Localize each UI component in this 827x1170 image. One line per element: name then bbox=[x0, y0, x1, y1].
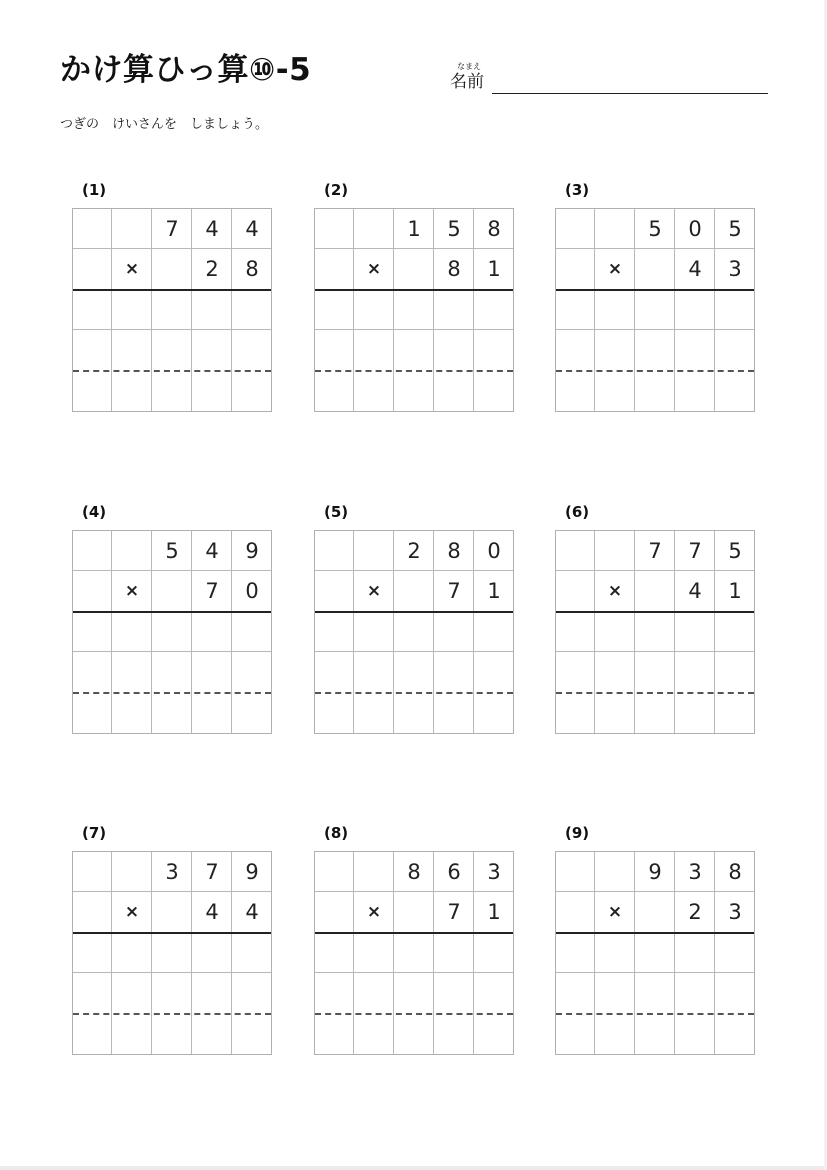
grid-column-line bbox=[433, 531, 434, 733]
grid-column-line bbox=[674, 531, 675, 733]
grid-row-line bbox=[556, 570, 754, 571]
top-digit-ones: 5 bbox=[728, 539, 742, 563]
page-bottom-edge bbox=[0, 1166, 827, 1170]
grid-row-line bbox=[315, 891, 513, 892]
top-digit-tens: 8 bbox=[447, 539, 461, 563]
grid-column-line bbox=[151, 531, 152, 733]
problem-5 bbox=[314, 502, 516, 734]
problem-number: (8) bbox=[324, 824, 349, 842]
partial-sum-dashed-line bbox=[556, 692, 754, 694]
problem-2 bbox=[314, 180, 516, 412]
grid-row-line bbox=[73, 891, 271, 892]
top-digit-ones: 4 bbox=[245, 217, 259, 241]
instruction-text: つぎの けいさんを しましょう。 bbox=[60, 117, 269, 132]
top-digit-tens: 4 bbox=[205, 217, 219, 241]
top-digit-ones: 8 bbox=[487, 217, 501, 241]
grid-column-line bbox=[231, 209, 232, 411]
partial-sum-dashed-line bbox=[73, 1013, 271, 1015]
bottom-digit-ones: 1 bbox=[487, 579, 501, 603]
problem-3 bbox=[555, 180, 757, 412]
grid-column-line bbox=[473, 852, 474, 1054]
answer-grid[interactable] bbox=[72, 530, 272, 734]
multiply-sign: × bbox=[124, 581, 140, 601]
bottom-digit-ones: 1 bbox=[728, 579, 742, 603]
bottom-digit-tens: 7 bbox=[447, 900, 461, 924]
problem-4 bbox=[72, 502, 274, 734]
answer-grid[interactable] bbox=[314, 208, 514, 412]
grid-column-line bbox=[433, 852, 434, 1054]
problem-1 bbox=[72, 180, 274, 412]
grid-column-line bbox=[353, 209, 354, 411]
grid-row-line bbox=[73, 972, 271, 973]
bottom-digit-tens: 2 bbox=[205, 257, 219, 281]
multiply-sign: × bbox=[607, 902, 623, 922]
grid-column-line bbox=[473, 531, 474, 733]
grid-column-line bbox=[393, 531, 394, 733]
grid-row-line bbox=[73, 248, 271, 249]
grid-column-line bbox=[191, 209, 192, 411]
grid-column-line bbox=[594, 209, 595, 411]
name-label: 名前 bbox=[450, 72, 484, 92]
top-digit-ones: 9 bbox=[245, 539, 259, 563]
top-digit-ones: 0 bbox=[487, 539, 501, 563]
top-digit-tens: 7 bbox=[688, 539, 702, 563]
grid-column-line bbox=[393, 852, 394, 1054]
bottom-digit-tens: 7 bbox=[447, 579, 461, 603]
grid-column-line bbox=[111, 852, 112, 1054]
grid-row-line bbox=[556, 891, 754, 892]
partial-sum-dashed-line bbox=[556, 370, 754, 372]
grid-column-line bbox=[674, 209, 675, 411]
partial-sum-dashed-line bbox=[315, 692, 513, 694]
bottom-digit-tens: 2 bbox=[688, 900, 702, 924]
grid-column-line bbox=[714, 531, 715, 733]
problem-number: (1) bbox=[82, 181, 107, 199]
bottom-digit-tens: 4 bbox=[205, 900, 219, 924]
grid-column-line bbox=[674, 852, 675, 1054]
grid-row-line bbox=[73, 651, 271, 652]
grid-column-line bbox=[433, 209, 434, 411]
multiply-sign: × bbox=[607, 581, 623, 601]
bottom-digit-tens: 4 bbox=[688, 579, 702, 603]
top-digit-hundreds: 2 bbox=[407, 539, 421, 563]
answer-rule-line bbox=[73, 932, 271, 934]
grid-column-line bbox=[353, 531, 354, 733]
bottom-digit-ones: 8 bbox=[245, 257, 259, 281]
grid-column-line bbox=[111, 531, 112, 733]
grid-row-line bbox=[315, 972, 513, 973]
top-digit-hundreds: 8 bbox=[407, 860, 421, 884]
bottom-digit-ones: 3 bbox=[728, 900, 742, 924]
multiply-sign: × bbox=[607, 259, 623, 279]
top-digit-tens: 3 bbox=[688, 860, 702, 884]
bottom-digit-ones: 1 bbox=[487, 900, 501, 924]
answer-grid[interactable] bbox=[555, 851, 755, 1055]
problem-number: (2) bbox=[324, 181, 349, 199]
answer-rule-line bbox=[315, 611, 513, 613]
partial-sum-dashed-line bbox=[73, 370, 271, 372]
bottom-digit-ones: 3 bbox=[728, 257, 742, 281]
grid-column-line bbox=[191, 531, 192, 733]
grid-column-line bbox=[191, 852, 192, 1054]
bottom-digit-tens: 7 bbox=[205, 579, 219, 603]
grid-column-line bbox=[151, 852, 152, 1054]
answer-grid[interactable] bbox=[72, 208, 272, 412]
problem-8 bbox=[314, 823, 516, 1055]
problem-number: (9) bbox=[565, 824, 590, 842]
problem-number: (6) bbox=[565, 503, 590, 521]
grid-column-line bbox=[353, 852, 354, 1054]
bottom-digit-tens: 8 bbox=[447, 257, 461, 281]
grid-row-line bbox=[73, 570, 271, 571]
answer-rule-line bbox=[73, 289, 271, 291]
top-digit-hundreds: 5 bbox=[165, 539, 179, 563]
grid-row-line bbox=[315, 651, 513, 652]
top-digit-ones: 9 bbox=[245, 860, 259, 884]
grid-row-line bbox=[73, 329, 271, 330]
top-digit-hundreds: 7 bbox=[165, 217, 179, 241]
grid-row-line bbox=[556, 248, 754, 249]
answer-rule-line bbox=[556, 932, 754, 934]
answer-grid[interactable] bbox=[555, 208, 755, 412]
grid-row-line bbox=[556, 651, 754, 652]
grid-column-line bbox=[594, 531, 595, 733]
top-digit-tens: 5 bbox=[447, 217, 461, 241]
multiply-sign: × bbox=[124, 259, 140, 279]
answer-grid[interactable] bbox=[314, 530, 514, 734]
top-digit-tens: 7 bbox=[205, 860, 219, 884]
answer-grid[interactable] bbox=[555, 530, 755, 734]
grid-column-line bbox=[714, 209, 715, 411]
grid-column-line bbox=[151, 209, 152, 411]
grid-row-line bbox=[315, 248, 513, 249]
top-digit-ones: 3 bbox=[487, 860, 501, 884]
partial-sum-dashed-line bbox=[315, 370, 513, 372]
grid-row-line bbox=[556, 329, 754, 330]
grid-row-line bbox=[315, 570, 513, 571]
problem-6 bbox=[555, 502, 757, 734]
problem-number: (5) bbox=[324, 503, 349, 521]
grid-column-line bbox=[393, 209, 394, 411]
answer-rule-line bbox=[315, 932, 513, 934]
grid-column-line bbox=[634, 852, 635, 1054]
grid-column-line bbox=[111, 209, 112, 411]
partial-sum-dashed-line bbox=[315, 1013, 513, 1015]
top-digit-hundreds: 9 bbox=[648, 860, 662, 884]
problem-9 bbox=[555, 823, 757, 1055]
top-digit-hundreds: 5 bbox=[648, 217, 662, 241]
bottom-digit-tens: 4 bbox=[688, 257, 702, 281]
top-digit-tens: 6 bbox=[447, 860, 461, 884]
partial-sum-dashed-line bbox=[556, 1013, 754, 1015]
multiply-sign: × bbox=[366, 259, 382, 279]
bottom-digit-ones: 1 bbox=[487, 257, 501, 281]
answer-rule-line bbox=[556, 611, 754, 613]
grid-column-line bbox=[634, 531, 635, 733]
bottom-digit-ones: 0 bbox=[245, 579, 259, 603]
multiply-sign: × bbox=[366, 902, 382, 922]
name-ruby: なまえ bbox=[457, 62, 481, 71]
top-digit-ones: 5 bbox=[728, 217, 742, 241]
grid-column-line bbox=[714, 852, 715, 1054]
name-write-line[interactable] bbox=[492, 93, 768, 94]
partial-sum-dashed-line bbox=[73, 692, 271, 694]
name-field[interactable] bbox=[450, 62, 770, 98]
top-digit-hundreds: 1 bbox=[407, 217, 421, 241]
top-digit-tens: 4 bbox=[205, 539, 219, 563]
bottom-digit-ones: 4 bbox=[245, 900, 259, 924]
grid-column-line bbox=[634, 209, 635, 411]
problem-number: (4) bbox=[82, 503, 107, 521]
grid-column-line bbox=[594, 852, 595, 1054]
top-digit-ones: 8 bbox=[728, 860, 742, 884]
top-digit-hundreds: 7 bbox=[648, 539, 662, 563]
answer-grid[interactable] bbox=[314, 851, 514, 1055]
grid-column-line bbox=[231, 531, 232, 733]
problem-number: (7) bbox=[82, 824, 107, 842]
answer-grid[interactable] bbox=[72, 851, 272, 1055]
multiply-sign: × bbox=[124, 902, 140, 922]
answer-rule-line bbox=[73, 611, 271, 613]
multiply-sign: × bbox=[366, 581, 382, 601]
answer-rule-line bbox=[556, 289, 754, 291]
grid-row-line bbox=[315, 329, 513, 330]
problem-number: (3) bbox=[565, 181, 590, 199]
top-digit-tens: 0 bbox=[688, 217, 702, 241]
worksheet-title: かけ算ひっ算⑩-5 bbox=[60, 52, 312, 88]
top-digit-hundreds: 3 bbox=[165, 860, 179, 884]
problem-7 bbox=[72, 823, 274, 1055]
grid-column-line bbox=[473, 209, 474, 411]
grid-row-line bbox=[556, 972, 754, 973]
answer-rule-line bbox=[315, 289, 513, 291]
grid-column-line bbox=[231, 852, 232, 1054]
